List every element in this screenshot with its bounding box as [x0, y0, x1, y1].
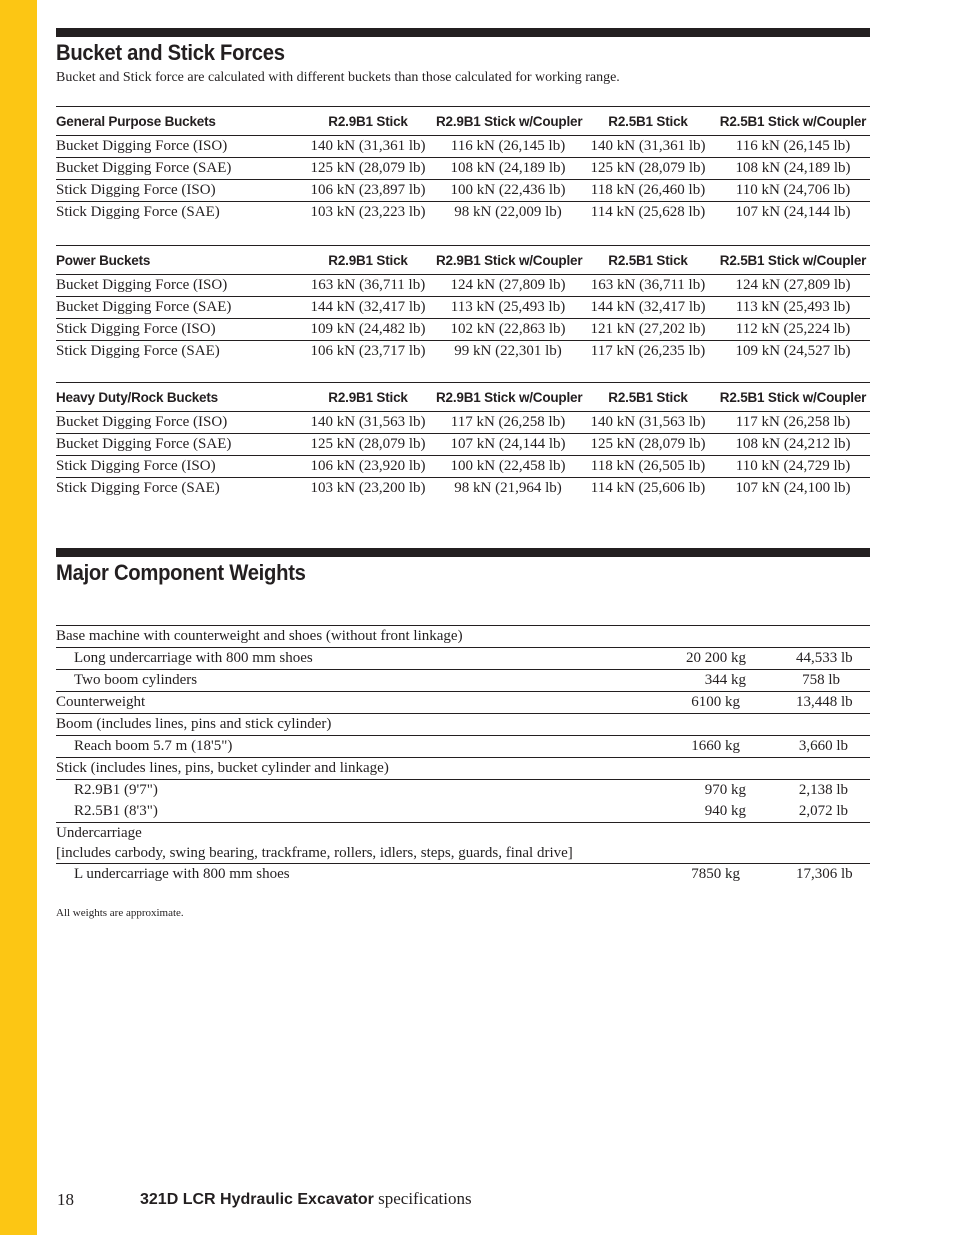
cell: 108 kN (24,189 lb)	[716, 158, 870, 180]
row-label: Stick Digging Force (SAE)	[56, 204, 220, 220]
column-header: R2.5B1 Stick w/Coupler	[716, 107, 870, 136]
table-row	[56, 478, 870, 500]
column-header: R2.5B1 Stick w/Coupler	[716, 246, 870, 275]
table-row	[56, 670, 870, 692]
cell: 109 kN (24,527 lb)	[735, 343, 851, 359]
table-row	[56, 434, 870, 456]
row-label: Two boom cylinders	[56, 670, 642, 692]
cell: 114 kN (25,606 lb)	[590, 480, 706, 496]
component-weights-table	[56, 625, 870, 885]
cell: 98 kN (22,009 lb)	[454, 204, 562, 220]
cell: 163 kN (36,711 lb)	[300, 275, 436, 297]
column-header: R2.5B1 Stick	[580, 383, 716, 412]
cell: 117 kN (26,235 lb)	[590, 343, 706, 359]
cell: 125 kN (28,079 lb)	[580, 434, 716, 456]
table-row	[56, 297, 870, 319]
row-label: L undercarriage with 800 mm shoes	[74, 866, 290, 882]
power-buckets-table	[56, 245, 870, 362]
row-label	[56, 823, 870, 864]
row-label: Counterweight	[56, 692, 642, 714]
cell: 125 kN (28,079 lb)	[300, 158, 436, 180]
cell: 98 kN (21,964 lb)	[454, 480, 562, 496]
table-header-row	[56, 107, 870, 136]
weight-kg: 6100 kg	[642, 692, 746, 714]
row-label: Stick Digging Force (SAE)	[56, 343, 220, 359]
table-row	[56, 823, 870, 864]
approximate-note: All weights are approximate.	[56, 907, 184, 919]
table-title: Heavy Duty/Rock Buckets	[56, 383, 300, 412]
cell: 118 kN (26,505 lb)	[580, 456, 716, 478]
cell: 124 kN (27,809 lb)	[716, 275, 870, 297]
cell: 106 kN (23,897 lb)	[300, 180, 436, 202]
cell: 100 kN (22,458 lb)	[436, 456, 580, 478]
table-row	[56, 780, 870, 802]
cell: 112 kN (25,224 lb)	[716, 319, 870, 341]
table-row	[56, 801, 870, 823]
column-header: R2.9B1 Stick w/Coupler	[436, 107, 580, 136]
cell: 113 kN (25,493 lb)	[716, 297, 870, 319]
heavy-duty-table	[56, 382, 870, 499]
column-header: R2.5B1 Stick	[580, 107, 716, 136]
cell: 116 kN (26,145 lb)	[436, 136, 580, 158]
table-row	[56, 202, 870, 224]
weight-kg: 1660 kg	[642, 736, 746, 758]
cell: 140 kN (31,563 lb)	[300, 412, 436, 434]
weight-lb: 44,533 lb	[796, 648, 848, 670]
cell: 107 kN (24,100 lb)	[735, 480, 851, 496]
cell: 125 kN (28,079 lb)	[580, 158, 716, 180]
table-row	[56, 758, 870, 780]
cell: 124 kN (27,809 lb)	[436, 275, 580, 297]
row-label: Stick Digging Force (ISO)	[56, 319, 300, 341]
table-row	[56, 456, 870, 478]
cell: 140 kN (31,361 lb)	[300, 136, 436, 158]
row-label: R2.9B1 (9'7")	[74, 782, 158, 798]
table-title: General Purpose Buckets	[56, 107, 300, 136]
cell: 100 kN (22,436 lb)	[436, 180, 580, 202]
general-purpose-table	[56, 106, 870, 223]
undercarriage-note: [includes carbody, swing bearing, trackframe, rollers, idlers, steps, guards, final drive]	[56, 845, 573, 861]
table-row	[56, 412, 870, 434]
section-rule-weights	[56, 548, 870, 557]
column-header: R2.5B1 Stick w/Coupler	[716, 383, 870, 412]
cell: 113 kN (25,493 lb)	[436, 297, 580, 319]
table-row	[56, 626, 870, 648]
table-row	[56, 275, 870, 297]
cell: 121 kN (27,202 lb)	[580, 319, 716, 341]
cell: 106 kN (23,717 lb)	[310, 343, 426, 359]
table-row	[56, 736, 870, 758]
footer-model: 321D LCR Hydraulic Excavator	[140, 1191, 374, 1208]
weight-kg: 970 kg	[704, 782, 746, 798]
column-header: R2.9B1 Stick	[300, 107, 436, 136]
row-label: Bucket Digging Force (ISO)	[56, 275, 300, 297]
cell: 163 kN (36,711 lb)	[580, 275, 716, 297]
yellow-side-band	[0, 0, 37, 1235]
cell: 108 kN (24,189 lb)	[436, 158, 580, 180]
row-label: Boom (includes lines, pins and stick cylinder)	[56, 714, 870, 736]
cell: 99 kN (22,301 lb)	[454, 343, 562, 359]
row-label: Reach boom 5.7 m (18'5")	[56, 736, 642, 758]
weight-lb: 758 lb	[796, 670, 848, 692]
table-row	[56, 319, 870, 341]
cell: 108 kN (24,212 lb)	[716, 434, 870, 456]
cell: 117 kN (26,258 lb)	[716, 412, 870, 434]
forces-intro: Bucket and Stick force are calculated with different buckets than those calculated for working range.	[56, 70, 620, 85]
column-header: R2.9B1 Stick w/Coupler	[436, 246, 580, 275]
column-header: R2.9B1 Stick	[300, 246, 436, 275]
table-header-row	[56, 383, 870, 412]
row-label: Bucket Digging Force (SAE)	[56, 434, 300, 456]
cell: 144 kN (32,417 lb)	[300, 297, 436, 319]
cell: 116 kN (26,145 lb)	[716, 136, 870, 158]
row-label: R2.5B1 (8'3")	[56, 801, 642, 823]
table-row	[56, 714, 870, 736]
cell: 125 kN (28,079 lb)	[300, 434, 436, 456]
cell: 114 kN (25,628 lb)	[590, 204, 706, 220]
cell: 144 kN (32,417 lb)	[580, 297, 716, 319]
weight-lb: 2,138 lb	[798, 782, 848, 798]
table-row	[56, 692, 870, 714]
weight-kg: 20 200 kg	[642, 648, 746, 670]
table-row	[56, 136, 870, 158]
row-label: Stick Digging Force (ISO)	[56, 180, 300, 202]
table-row	[56, 158, 870, 180]
footer-suffix: specifications	[373, 1189, 472, 1208]
weight-kg: 344 kg	[642, 670, 746, 692]
table-header-row	[56, 246, 870, 275]
footer-title	[140, 1189, 472, 1209]
cell: 110 kN (24,706 lb)	[716, 180, 870, 202]
row-label: Stick Digging Force (ISO)	[56, 456, 300, 478]
cell: 117 kN (26,258 lb)	[436, 412, 580, 434]
cell: 110 kN (24,729 lb)	[716, 456, 870, 478]
cell: 118 kN (26,460 lb)	[580, 180, 716, 202]
column-header: R2.5B1 Stick	[580, 246, 716, 275]
cell: 107 kN (24,144 lb)	[436, 434, 580, 456]
row-label: Stick (includes lines, pins, bucket cylinder and linkage)	[56, 758, 870, 780]
page-number: 18	[57, 1190, 74, 1209]
table-row	[56, 180, 870, 202]
weight-kg: 940 kg	[642, 801, 746, 823]
forces-section-title: Bucket and Stick Forces	[56, 40, 285, 65]
cell: 106 kN (23,920 lb)	[300, 456, 436, 478]
cell: 140 kN (31,563 lb)	[580, 412, 716, 434]
weight-lb: 2,072 lb	[796, 801, 848, 823]
row-label: Bucket Digging Force (SAE)	[56, 297, 300, 319]
row-label: Stick Digging Force (SAE)	[56, 480, 220, 496]
cell: 109 kN (24,482 lb)	[300, 319, 436, 341]
weight-lb: 3,660 lb	[796, 736, 848, 758]
cell: 107 kN (24,144 lb)	[735, 204, 851, 220]
weights-section-title: Major Component Weights	[56, 560, 306, 585]
column-header: R2.9B1 Stick w/Coupler	[436, 383, 580, 412]
weight-lb: 13,448 lb	[796, 692, 848, 714]
table-row	[56, 864, 870, 886]
row-label: Bucket Digging Force (ISO)	[56, 136, 300, 158]
cell: 140 kN (31,361 lb)	[580, 136, 716, 158]
table-row	[56, 648, 870, 670]
table-title: Power Buckets	[56, 246, 300, 275]
table-row	[56, 341, 870, 363]
cell: 102 kN (22,863 lb)	[436, 319, 580, 341]
weight-kg: 7850 kg	[691, 866, 740, 882]
section-rule-forces	[56, 28, 870, 37]
undercarriage-label: Undercarriage	[56, 825, 142, 841]
row-label: Base machine with counterweight and shoes (without front linkage)	[56, 626, 870, 648]
row-label: Long undercarriage with 800 mm shoes	[56, 648, 642, 670]
cell: 103 kN (23,223 lb)	[310, 204, 426, 220]
weight-lb: 17,306 lb	[796, 866, 853, 882]
row-label: Bucket Digging Force (SAE)	[56, 158, 300, 180]
cell: 103 kN (23,200 lb)	[310, 480, 426, 496]
row-label: Bucket Digging Force (ISO)	[56, 412, 300, 434]
column-header: R2.9B1 Stick	[300, 383, 436, 412]
